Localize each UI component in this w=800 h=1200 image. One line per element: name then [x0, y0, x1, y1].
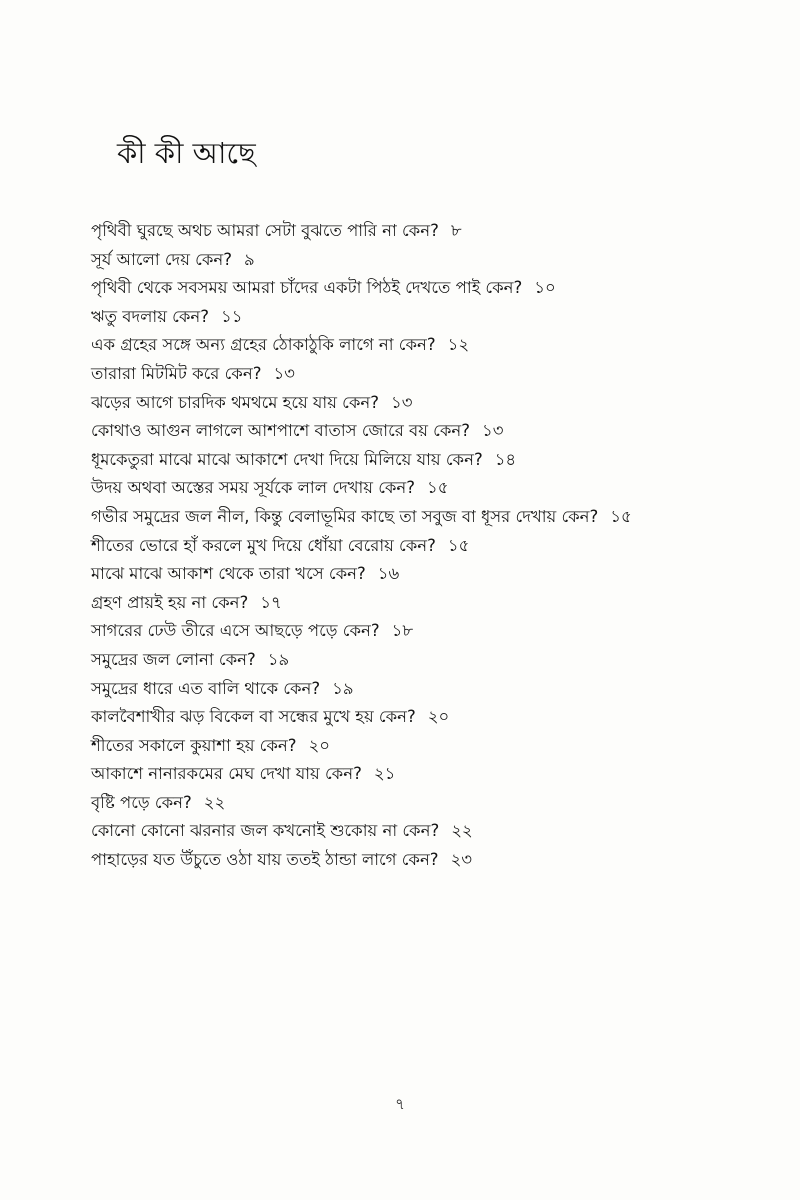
toc-entry	[91, 331, 771, 360]
toc-question: ধূমকেতুরা মাঝে মাঝে আকাশে দেখা দিয়ে মিলিয়ে যায় কেন?	[91, 449, 483, 469]
toc-entry	[91, 246, 771, 275]
toc-question: বৃষ্টি পড়ে কেন?	[91, 792, 192, 812]
toc-page-number: ১০	[534, 278, 556, 298]
toc-entry	[91, 389, 771, 418]
toc-entry	[91, 817, 771, 846]
toc-entry	[91, 732, 771, 761]
toc-entry	[91, 303, 771, 332]
toc-question: তারারা মিটমিট করে কেন?	[91, 363, 262, 383]
toc-page-number: ৯	[244, 249, 255, 269]
toc-entry	[91, 217, 771, 246]
toc-entry	[91, 417, 771, 446]
toc-entry	[91, 646, 771, 675]
toc-page-number: ২২	[451, 821, 473, 841]
toc-entry	[91, 846, 771, 875]
toc-page-number: ১৫	[427, 478, 449, 498]
toc-question: কোথাও আগুন লাগলে আশপাশে বাতাস জোরে বয় কেন?	[91, 421, 471, 441]
toc-page-number: ১৫	[610, 506, 632, 526]
toc-question: ঝড়ের আগে চারদিক থমথমে হয়ে যায় কেন?	[91, 392, 380, 412]
toc-entry	[91, 703, 771, 732]
toc-entry	[91, 789, 771, 818]
toc-entry	[91, 446, 771, 475]
toc-page-number: ১৯	[332, 678, 354, 698]
toc-question: ঋতু বদলায় কেন?	[91, 306, 210, 326]
page-title: কী কী আছে	[117, 136, 256, 171]
toc-page-number: ১৩	[391, 392, 413, 412]
toc-entry	[91, 360, 771, 389]
toc-page-number: ১৪	[494, 449, 517, 469]
toc-entry	[91, 675, 771, 704]
toc-page-number: ১৬	[377, 564, 400, 584]
toc-question: সাগরের ঢেউ তীরে এসে আছড়ে পড়ে কেন?	[91, 621, 380, 641]
toc-question: পাহাড়ের যত উঁচুতে ওঠা যায় ততই ঠান্ডা লাগে কেন?	[91, 850, 439, 870]
toc-question: কালবৈশাখীর ঝড় বিকেল বা সন্ধের মুখে হয় কেন?	[91, 707, 416, 727]
toc-question: শীতের সকালে কুয়াশা হয় কেন?	[91, 735, 297, 755]
toc-entry	[91, 474, 771, 503]
toc-question: আকাশে নানারকমের মেঘ দেখা যায় কেন?	[91, 764, 362, 784]
toc-entry	[91, 760, 771, 789]
toc-question: পৃথিবী ঘুরছে অথচ আমরা সেটা বুঝতে পারি না কেন?	[91, 221, 439, 240]
toc-page-number: ১৭	[260, 592, 282, 612]
toc-page-number: ১৯	[267, 649, 290, 669]
toc-question: এক গ্রহের সঙ্গে অন্য গ্রহের ঠোকাঠুকি লাগে না কেন?	[91, 335, 436, 355]
toc-question: শীতের ভোরে হাঁ করলে মুখ দিয়ে ধোঁয়া বেরোয় কেন?	[91, 535, 436, 555]
toc-entry	[91, 503, 771, 532]
toc-question: পৃথিবী থেকে সবসময় আমরা চাঁদের একটা পিঠই দেখতে পাই কেন?	[91, 278, 523, 298]
toc-entry	[91, 617, 771, 646]
toc-page-number: ১৩	[273, 363, 295, 383]
toc-question: গভীর সমুদ্রের জল নীল, কিন্তু বেলাভূমির কাছে তা সবুজ বা ধূসর দেখায় কেন?	[91, 506, 599, 526]
toc-entry	[91, 589, 771, 618]
toc-page-number: ১১	[221, 306, 243, 326]
toc-page-number: ১২	[447, 335, 470, 355]
toc-question: মাঝে মাঝে আকাশ থেকে তারা খসে কেন?	[91, 564, 366, 584]
toc-question: গ্রহণ প্রায়ই হয় না কেন?	[91, 592, 249, 612]
toc-question: সূর্য আলো দেয় কেন?	[91, 249, 233, 269]
toc-page-number: ২০	[427, 707, 450, 727]
toc-page-number: ৮	[450, 221, 462, 240]
toc-entry	[91, 560, 771, 589]
table-of-contents	[91, 217, 771, 875]
toc-entry	[91, 274, 771, 303]
toc-question: সমুদ্রের জল লোনা কেন?	[91, 649, 256, 669]
page-number: ৭	[395, 1095, 405, 1113]
toc-page-number: ১৩	[482, 421, 504, 441]
toc-page-number: ২০	[308, 735, 330, 755]
toc-page-number: ২২	[203, 792, 226, 812]
toc-entry	[91, 532, 771, 561]
toc-question: কোনো কোনো ঝরনার জল কখনোই শুকোয় না কেন?	[91, 821, 440, 841]
toc-question: সমুদ্রের ধারে এত বালি থাকে কেন?	[91, 678, 321, 698]
toc-page-number: ২৩	[450, 850, 473, 870]
toc-page-number: ১৫	[447, 535, 470, 555]
toc-page-number: ১৮	[391, 621, 414, 641]
toc-question: উদয় অথবা অস্তের সময় সূর্যকে লাল দেখায় কেন?	[91, 478, 416, 498]
toc-page-number: ২১	[373, 764, 396, 784]
